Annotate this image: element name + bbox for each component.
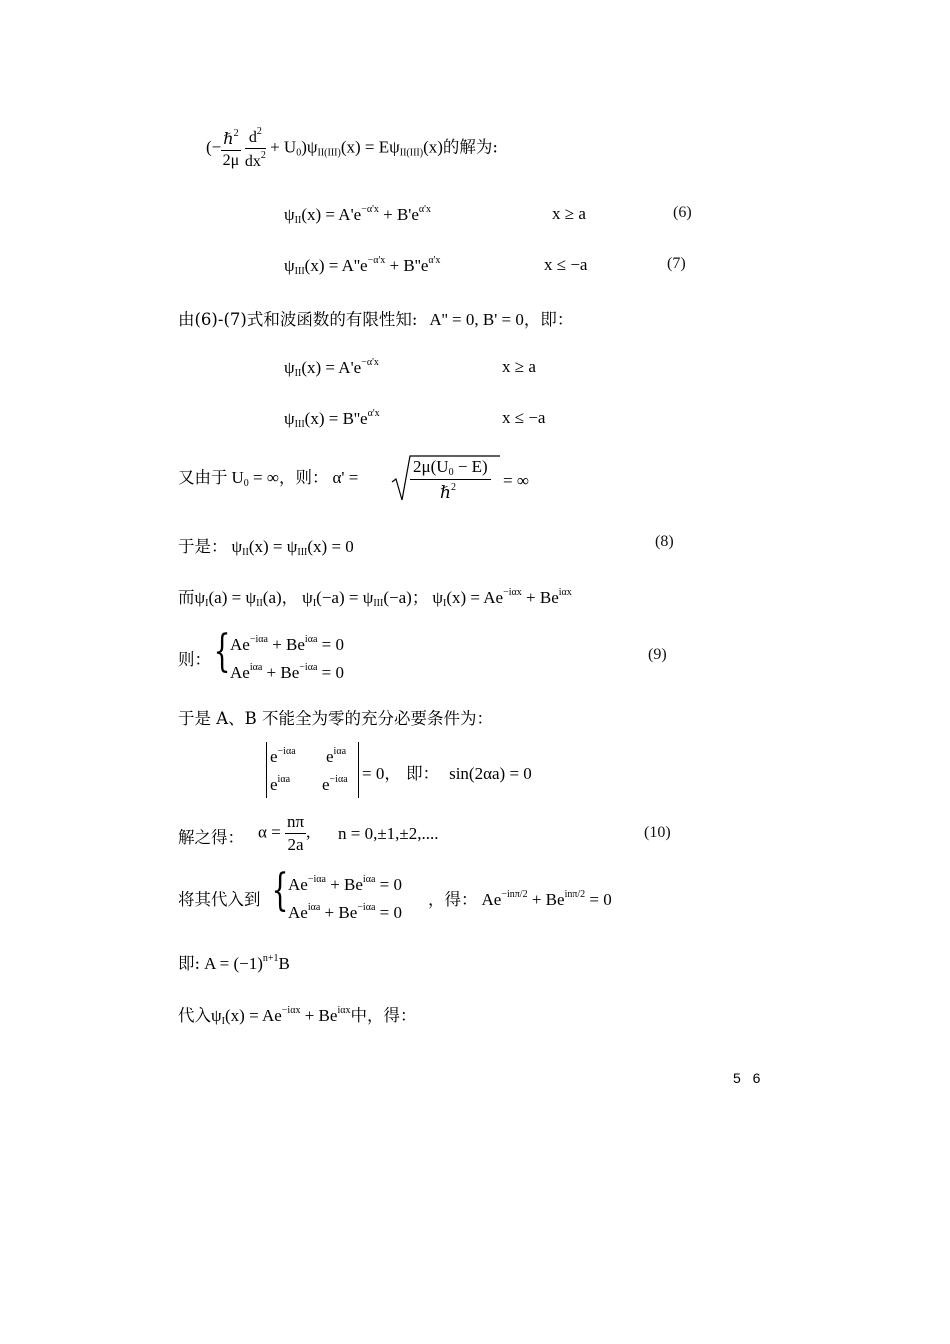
system-prefix: 则：	[178, 650, 211, 669]
substitute-brace: {	[271, 865, 289, 916]
page-number: 5 6	[733, 1070, 765, 1086]
equation-8-label: (8)	[655, 533, 674, 550]
equation-6-condition: x ≥ a	[552, 204, 586, 223]
alpha-prime-text: 又由于	[178, 468, 228, 487]
alpha-solution: α = $\frac{n\pi}{2a}$ ,	[258, 812, 311, 854]
equation-7-label: (7)	[667, 255, 686, 272]
boundary-zero-line: 于是： $\psi_{II}(x) = \psi_{III}(x) = 0$	[178, 537, 354, 558]
determinant-r2c2: $e^{-i\alpha a}$	[322, 774, 348, 794]
system-brace: {	[213, 626, 231, 677]
substitute-mid: ，得：	[428, 890, 478, 909]
equation-7: $\psi_{III}(x) = A''e^{-\alpha'x} + B''e^{\alpha'x}$	[284, 255, 441, 277]
finiteness-tail: ，即：	[523, 310, 574, 329]
condition-text: 于是 A、B 不能全为零的充分必要条件为：	[178, 709, 494, 728]
determinant-right-bar	[358, 742, 359, 798]
continuity-sep-1: ，	[281, 588, 299, 607]
substitute-eq-2: $Ae^{i\alpha a} + Be^{-i\alpha a} = 0$	[288, 902, 402, 922]
finiteness-line	[178, 306, 573, 330]
equation-6: $\psi_{II}(x) = A'e^{-\alpha'x} + B'e^{\alpha'x}$	[284, 204, 431, 226]
equation-6-label: (6)	[673, 204, 692, 221]
alpha-prime-infinity: = ∞	[503, 471, 529, 490]
determinant-r1c1: $e^{-i\alpha a}$	[270, 746, 296, 766]
alpha-prime-line: 又由于 $U_0$ = ∞，则： α' =	[178, 468, 359, 489]
equation-7-condition: x ≤ −a	[544, 255, 588, 274]
continuity-sep-2: ；	[411, 588, 429, 607]
alpha-prime-mid: ，则：	[279, 468, 329, 487]
determinant-mid: ， 即：	[384, 764, 440, 783]
continuity-line: 而$\psi_I(a) = \psi_{II}(a)$， $\psi_I(-a) = \psi_{III}(-a)$； $\psi_I(x) = Ae^{-i\alpha x} + Be^{i\alpha x}$	[178, 587, 572, 609]
final-substitution: 代入$\psi_I(x) = Ae^{-i\alpha x} + Be^{i\alpha x}$中，得：	[178, 1005, 417, 1027]
finiteness-math: A'' = 0, B' = 0	[429, 310, 524, 329]
psi-II-reduced: $\psi_{II}(x) = A'e^{-\alpha'x}$	[284, 357, 379, 379]
coefficient-relation: 即: $A = (-1)^{n+1}B$	[178, 953, 290, 973]
equation-9-label: (9)	[648, 646, 667, 663]
final-tail: 中，得：	[350, 1006, 417, 1025]
substitute-result: ，得： $Ae^{-in\pi/2} + Be^{in\pi/2} = 0$	[428, 889, 612, 909]
sqrt-denominator: ℏ$^2$	[440, 482, 456, 502]
coefficient-prefix: 即:	[178, 954, 201, 973]
final-prefix: 代入	[178, 1006, 211, 1025]
n-values: n = 0,±1,±2,....	[338, 824, 439, 843]
psi-III-reduced: $\psi_{III}(x) = B''e^{\alpha'x}$	[284, 408, 380, 430]
system-eq-2: $Ae^{i\alpha a} + Be^{-i\alpha a} = 0$	[230, 662, 344, 682]
sine-condition: sin(2αa) = 0	[449, 764, 532, 783]
substitute-prefix: 将其代入到	[178, 890, 261, 909]
psi-III-condition: x ≤ −a	[502, 408, 546, 427]
boundary-zero-text: 于是：	[178, 537, 228, 556]
continuity-text: 而	[178, 588, 195, 607]
determinant-r1c2: $e^{i\alpha a}$	[326, 746, 347, 766]
psi-II-condition: x ≥ a	[502, 357, 536, 376]
sqrt-numerator: $2\mu(U_0 - E)$	[410, 457, 491, 480]
finiteness-text: 由(6)-(7)式和波函数的有限性知:	[178, 310, 418, 329]
determinant-result-line: = 0， 即： sin(2αa) = 0	[362, 764, 532, 783]
solution-label: 的解为:	[442, 137, 498, 157]
substitute-eq-1: $Ae^{-i\alpha a} + Be^{i\alpha a} = 0$	[288, 874, 402, 894]
solution-prefix: 解之得：	[178, 828, 244, 847]
equation-10-label: (10)	[644, 824, 671, 841]
determinant-r2c1: $e^{i\alpha a}$	[270, 774, 291, 794]
equation-operator: (− $\frac{\hbar^2}{2\mu}$ $\frac{d^2}{dx^2}$ + $U_0)\psi_{II(III)}(x) = E\psi_{II(III)}(x)$的解为:	[206, 126, 498, 170]
determinant-left-bar	[266, 742, 267, 798]
system-eq-1: $Ae^{-i\alpha a} + Be^{i\alpha a} = 0$	[230, 634, 344, 654]
